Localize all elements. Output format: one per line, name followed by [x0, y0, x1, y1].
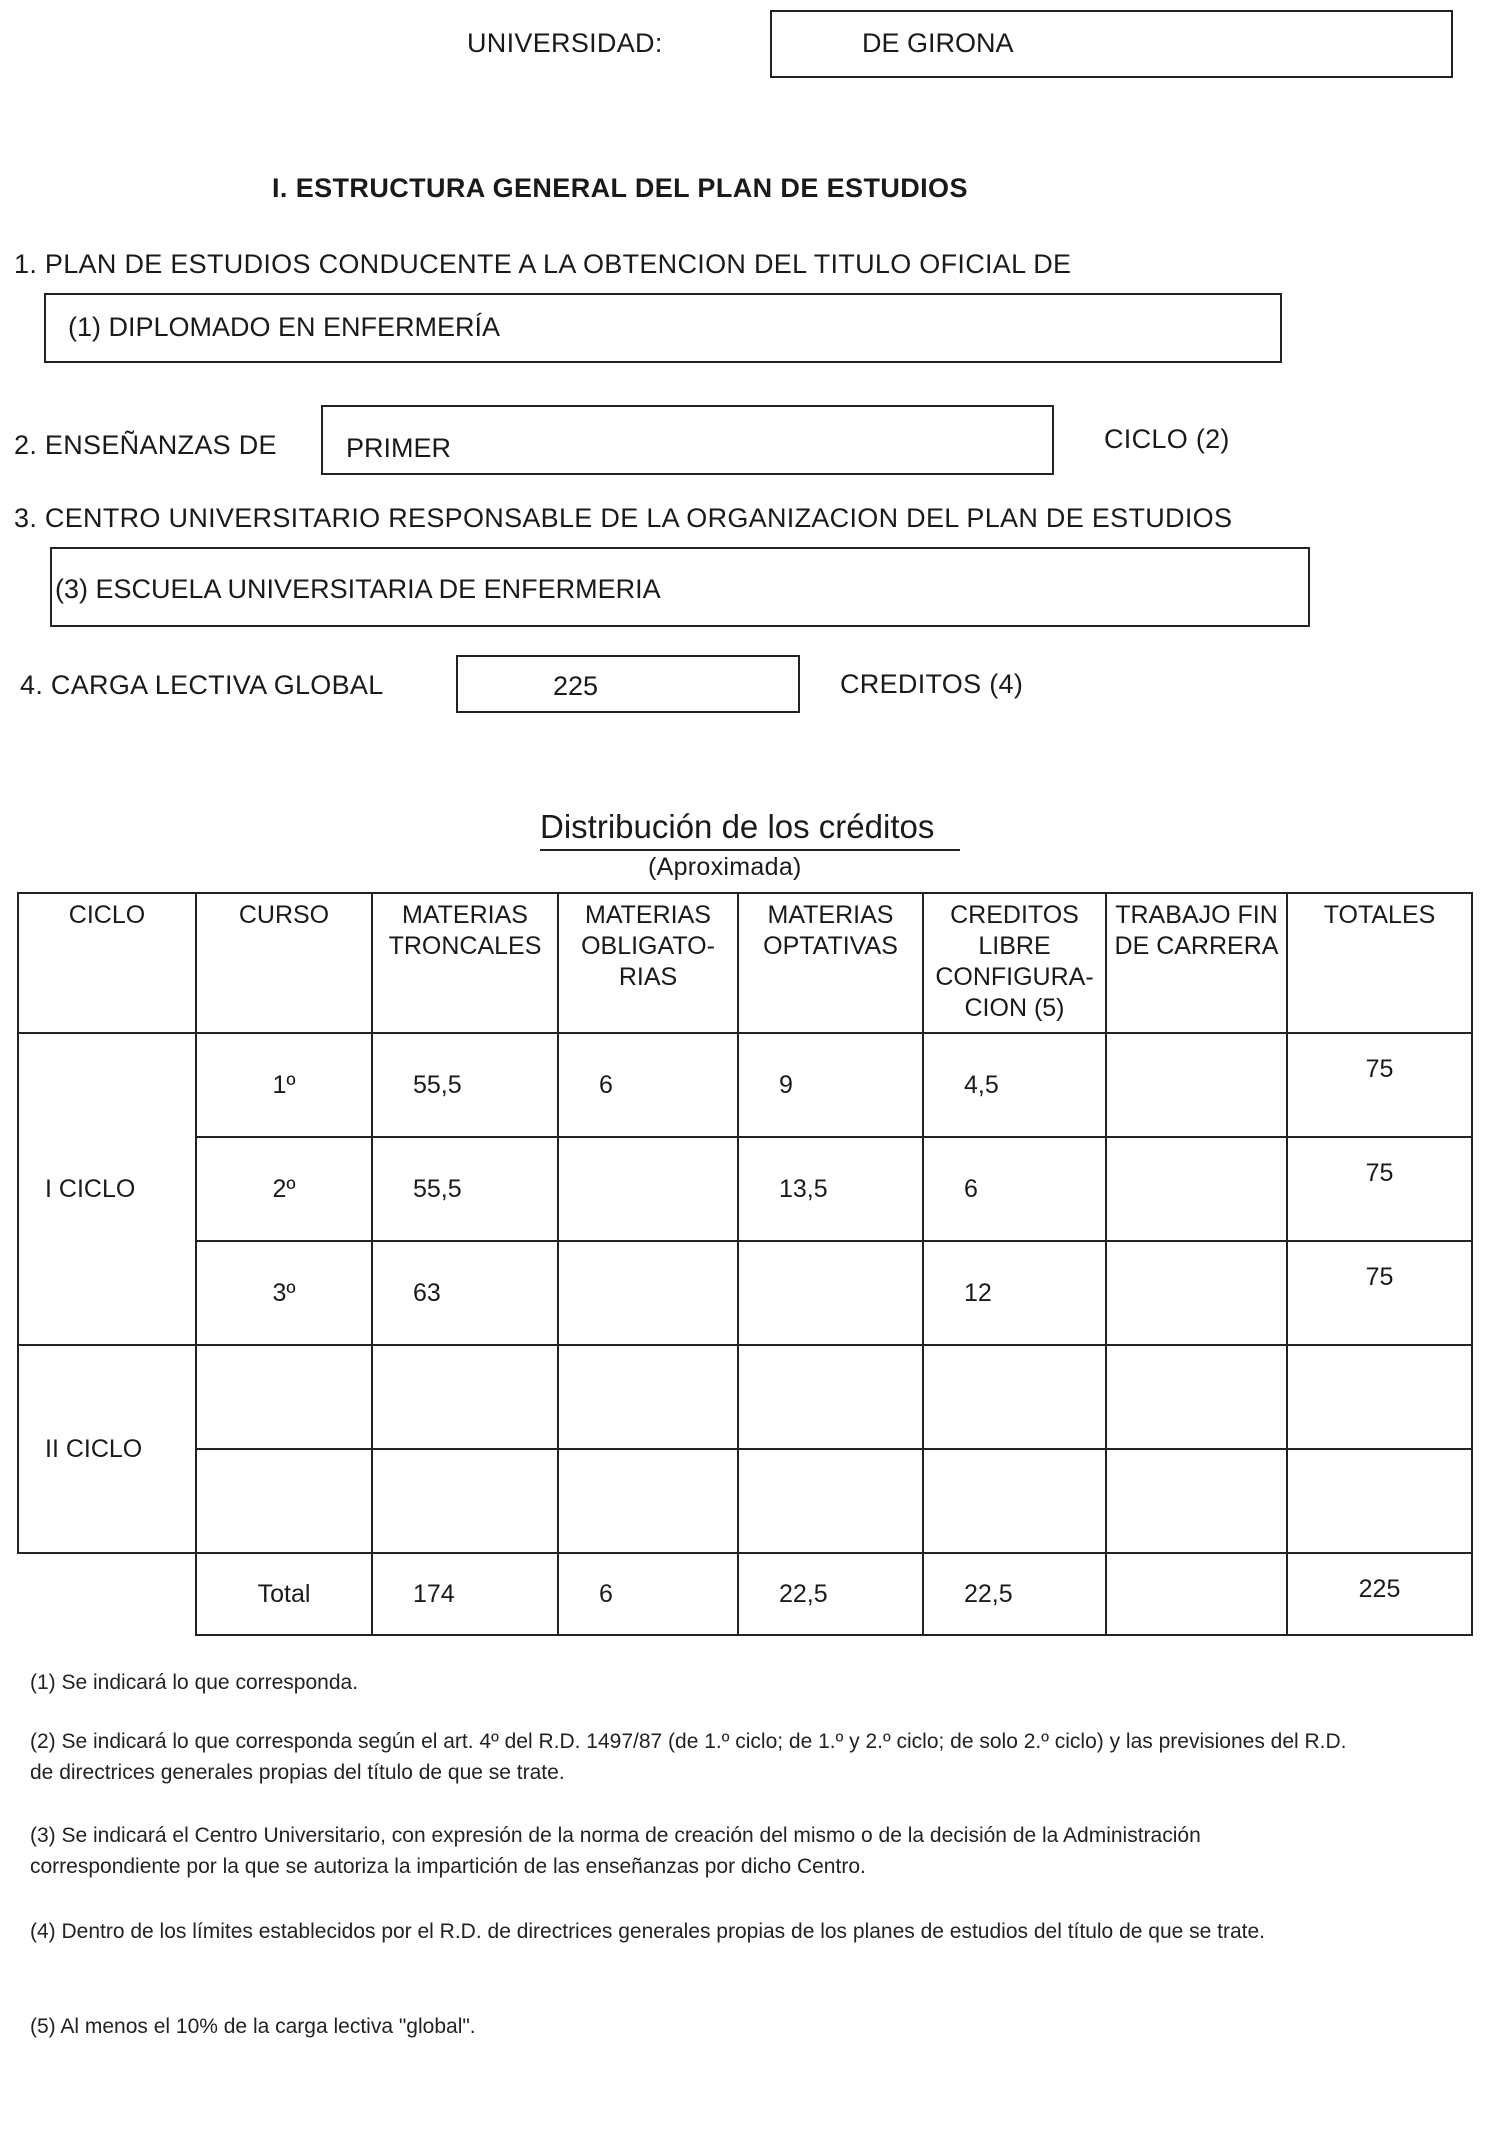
cell-curso: 1º	[196, 1033, 372, 1137]
cell-obligatorias	[558, 1241, 738, 1345]
cell-empty	[372, 1345, 558, 1449]
header-libre-configuracion: CREDITOS LIBRE CONFIGURA-CION (5)	[923, 893, 1106, 1033]
note-2: (2) Se indicará lo que corresponda según el art. 4º del R.D. 1497/87 (de 1.º ciclo; de 1.º y 2.º ciclo; de solo 2.º ciclo) y las previsiones del R.D. de directrices generales propias del título de que se trate.	[30, 1730, 1347, 1784]
cell-libre: 4,5	[923, 1033, 1106, 1137]
item2-label: 2. ENSEÑANZAS DE	[14, 430, 277, 460]
cell-empty	[1106, 1345, 1287, 1449]
total-totales: 225	[1287, 1553, 1472, 1635]
distribution-title: Distribución de los créditos	[540, 808, 935, 845]
total-row	[18, 1553, 1472, 1635]
cell-libre: 12	[923, 1241, 1106, 1345]
total-trabajo	[1106, 1553, 1287, 1635]
cell-totales: 75	[1287, 1241, 1472, 1345]
cell-troncales: 63	[372, 1241, 558, 1345]
cell-optativas: 9	[738, 1033, 923, 1137]
cell-obligatorias	[558, 1137, 738, 1241]
table-row	[18, 1033, 1472, 1137]
cell-troncales: 55,5	[372, 1033, 558, 1137]
cell-empty	[18, 1553, 196, 1635]
cell-obligatorias: 6	[558, 1033, 738, 1137]
total-libre: 22,5	[923, 1553, 1106, 1635]
cell-empty	[738, 1345, 923, 1449]
cell-curso: 2º	[196, 1137, 372, 1241]
table-row	[18, 1241, 1472, 1345]
university-label: UNIVERSIDAD:	[467, 28, 663, 58]
header-troncales: MATERIAS TRONCALES	[372, 893, 558, 1033]
table-row	[18, 1345, 1472, 1449]
cell-totales: 75	[1287, 1033, 1472, 1137]
table-row	[18, 1137, 1472, 1241]
cell-empty	[923, 1345, 1106, 1449]
cell-trabajo	[1106, 1033, 1287, 1137]
table-header-row	[18, 893, 1472, 1033]
cell-empty	[558, 1345, 738, 1449]
item2-suffix: CICLO (2)	[1104, 424, 1230, 454]
credits-table	[17, 892, 1473, 1636]
cell-empty	[372, 1449, 558, 1553]
cell-empty	[1106, 1449, 1287, 1553]
item4-value: 225	[553, 671, 599, 701]
item4-label: 4. CARGA LECTIVA GLOBAL	[20, 670, 384, 700]
header-trabajo-fin: TRABAJO FIN DE CARRERA	[1106, 893, 1287, 1033]
header-curso: CURSO	[196, 893, 372, 1033]
section-title: I. ESTRUCTURA GENERAL DEL PLAN DE ESTUDIOS	[272, 173, 968, 203]
cell-trabajo	[1106, 1241, 1287, 1345]
item1-label: 1. PLAN DE ESTUDIOS CONDUCENTE A LA OBTENCION DEL TITULO OFICIAL DE	[14, 249, 1072, 279]
cell-optativas	[738, 1241, 923, 1345]
total-optativas: 22,5	[738, 1553, 923, 1635]
cell-empty	[1287, 1345, 1472, 1449]
cell-optativas: 13,5	[738, 1137, 923, 1241]
header-optativas: MATERIAS OPTATIVAS	[738, 893, 923, 1033]
cell-empty	[196, 1345, 372, 1449]
cell-trabajo	[1106, 1137, 1287, 1241]
item3-label: 3. CENTRO UNIVERSITARIO RESPONSABLE DE LA ORGANIZACION DEL PLAN DE ESTUDIOS	[14, 503, 1233, 533]
university-value: DE GIRONA	[862, 28, 1014, 58]
total-troncales: 174	[372, 1553, 558, 1635]
cell-troncales: 55,5	[372, 1137, 558, 1241]
item4-suffix: CREDITOS (4)	[840, 669, 1024, 699]
header-ciclo: CICLO	[18, 893, 196, 1033]
total-label: Total	[196, 1553, 372, 1635]
cell-empty	[558, 1449, 738, 1553]
item1-value: (1) DIPLOMADO EN ENFERMERÍA	[68, 312, 501, 342]
table-row	[18, 1449, 1472, 1553]
total-obligatorias: 6	[558, 1553, 738, 1635]
cell-empty	[1287, 1449, 1472, 1553]
cell-curso: 3º	[196, 1241, 372, 1345]
distribution-subtitle: (Aproximada)	[648, 853, 802, 881]
header-obligatorias: MATERIAS OBLIGATO-RIAS	[558, 893, 738, 1033]
item4-box	[456, 655, 800, 713]
item2-value: PRIMER	[346, 433, 452, 463]
note-5: (5) Al menos el 10% de la carga lectiva "global".	[30, 2015, 476, 2038]
note-3: (3) Se indicará el Centro Universitario, con expresión de la norma de creación del mismo o de la decisión de la Administración correspondiente por la que se autoriza la impartición de las enseñanzas por dicho Centro.	[30, 1824, 1201, 1878]
ciclo-1-label: I CICLO	[18, 1033, 196, 1345]
item3-value: (3) ESCUELA UNIVERSITARIA DE ENFERMERIA	[55, 574, 661, 604]
cell-empty	[738, 1449, 923, 1553]
cell-totales: 75	[1287, 1137, 1472, 1241]
ciclo-2-label: II CICLO	[18, 1345, 196, 1553]
distribution-title-underline	[540, 849, 960, 851]
note-1: (1) Se indicará lo que corresponda.	[30, 1671, 359, 1694]
cell-empty	[923, 1449, 1106, 1553]
cell-libre: 6	[923, 1137, 1106, 1241]
cell-empty	[196, 1449, 372, 1553]
note-4: (4) Dentro de los límites establecidos por el R.D. de directrices generales propias de los planes de estudios del título de que se trate.	[30, 1920, 1266, 1943]
header-totales: TOTALES	[1287, 893, 1472, 1033]
